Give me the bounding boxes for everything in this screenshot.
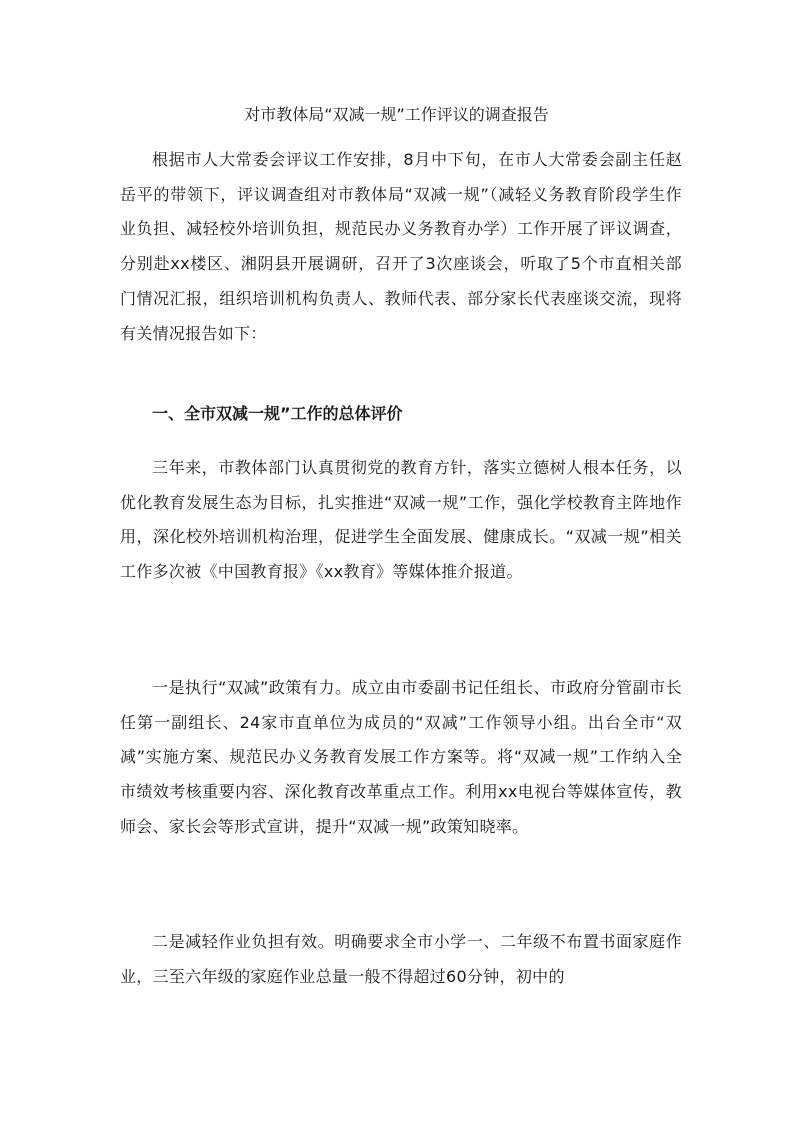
document-title: 对市教体局“双减一规”工作评议的调查报告 — [244, 105, 549, 124]
intro-paragraph: 根据市人大常委会评议工作安排，8月中下旬，在市人大常委会副主任赵岳平的带领下，评议调查组对市教体局“双减一规”（减轻义务教育阶段学生作业负担、减轻校外培训负担，规范民办义务教育办学）工作开展了评议调查，分别赴xx楼区、湘阴县开展调研，召开了3次座谈会，听取了5个市直相关部门情况汇报，组织培训机构负责人、教师代表、部分家长代表座谈交流，现将有关情况报告如下： — [120, 150, 682, 343]
point-two-paragraph: 二是减轻作业负担有效。明确要求全市小学一、二年级不布置书面家庭作业，三至六年级的家庭作业总量一般不得超过60分钟，初中的 — [120, 932, 682, 986]
section-heading: 一、全市双减一规”工作的总体评价 — [152, 404, 403, 423]
point-one-paragraph: 一是执行“双减”政策有力。成立由市委副书记任组长、市政府分管副市长任第一副组长、24家市直单位为成员的“双减”工作领导小组。出台全市“双减”实施方案、规范民办义务教育发展工作方案等。将“双减一规”工作纳入全市绩效考核重要内容、深化教育改革重点工作。利用xx电视台等媒体宣传，教师会、家长会等形式宣讲，提升“双减一规”政策知晓率。 — [120, 678, 682, 836]
overview-paragraph: 三年来，市教体部门认真贯彻党的教育方针，落实立德树人根本任务，以优化教育发展生态为目标，扎实推进“双减一规”工作，强化学校教育主阵地作用，深化校外培训机构治理，促进学生全面发展、健康成长。“双减一规”相关工作多次被《中国教育报》《xx教育》等媒体推介报道。 — [120, 458, 682, 582]
